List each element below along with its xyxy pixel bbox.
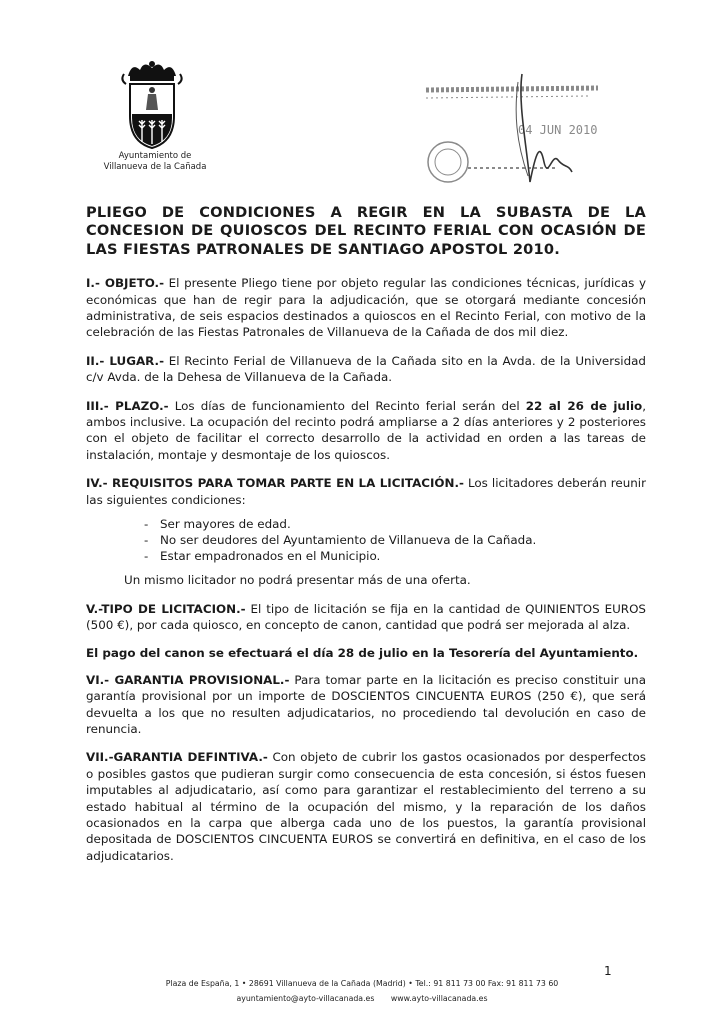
- section-heading: III.- PLAZO.-: [86, 398, 169, 413]
- municipality-line-2: Villanueva de la Cañada: [103, 162, 207, 172]
- footer-website: www.ayto-villacanada.es: [390, 994, 488, 1003]
- requirements-list: [86, 516, 646, 564]
- section-text: Para tomar parte en la licitación es preciso constituir una garantía provisional por un importe de DOSCIENTOS CINCUENTA EUROS (250 €), que será devuelta a los que no resulten adjudicatarios, no procediendo tal devolución en caso de renuncia.: [86, 672, 646, 736]
- section-plazo: [86, 398, 646, 464]
- document-body: [86, 204, 646, 876]
- section-dates: 22 al 26 de julio: [525, 398, 643, 413]
- section-heading: VI.- GARANTIA PROVISIONAL.-: [86, 672, 290, 687]
- stamp-date: 04 JUN 2010: [518, 123, 598, 137]
- section-heading: II.- LUGAR.-: [86, 353, 164, 368]
- section-text: , ambos inclusive. La ocupación del recinto podrá ampliarse a 2 días anteriores y 2 posteriores con el objeto de facilitar el correcto desarrollo de la actividad en orden a las tareas de instalación, montaje y desmontaje de los quioscos.: [86, 398, 646, 462]
- footer-email: ayuntamiento@ayto-villacanada.es: [236, 994, 375, 1003]
- section-garantia-definitiva: [86, 749, 646, 864]
- section-heading: V.-TIPO DE LICITACION.-: [86, 601, 246, 616]
- section-tipo-licitacion: [86, 601, 646, 634]
- section-objeto: [86, 275, 646, 341]
- municipality-name: [90, 151, 220, 173]
- list-item: - No ser deudores del Ayuntamiento de Villanueva de la Cañada.: [144, 532, 646, 548]
- payment-notice: El pago del canon se efectuará el día 28 de julio en la Tesorería del Ayuntamiento.: [86, 646, 639, 661]
- section-text: El presente Pliego tiene por objeto regular las condiciones técnicas, jurídicas y económicas que han de regir para la adjudicación, que se otorgará mediante concesión administrativa, de seis espacios destinados a quioscos en el Recinto Ferial, con motivo de la celebración de las Fiestas Patronales de Villanueva de la Cañada de dos mil diez.: [86, 276, 646, 340]
- footer-contact: [0, 994, 724, 1003]
- requirements-note: Un mismo licitador no podrá presentar más de una oferta.: [124, 573, 471, 588]
- list-item: - Ser mayores de edad.: [144, 516, 646, 532]
- list-item: - Estar empadronados en el Municipio.: [144, 548, 646, 564]
- section-heading: VII.-GARANTIA DEFINTIVA.-: [86, 750, 268, 765]
- footer-address: Plaza de España, 1 • 28691 Villanueva de la Cañada (Madrid) • Tel.: 91 811 73 00 Fax: 91 811 73 60: [165, 979, 559, 988]
- registry-stamp: [418, 72, 618, 202]
- document-title: PLIEGO DE CONDICIONES A REGIR EN LA SUBASTA DE LA CONCESION DE QUIOSCOS DEL RECINTO FERIAL CON OCASIÓN DE LAS FIESTAS PATRONALES DE SANTIAGO APOSTOL 2010.: [86, 204, 646, 258]
- section-requisitos: [86, 475, 646, 508]
- section-text: El tipo de licitación se fija en la cantidad de QUINIENTOS EUROS (500 €), por cada quiosco, en concepto de canon, cantidad que podrá ser mejorada al alza.: [86, 601, 646, 632]
- section-garantia-provisional: [86, 672, 646, 738]
- coat-of-arms-logo: [118, 58, 186, 150]
- municipality-line-1: Ayuntamiento de: [118, 151, 192, 161]
- section-heading: I.- OBJETO.-: [86, 276, 165, 291]
- section-heading: IV.- REQUISITOS PARA TOMAR PARTE EN LA LICITACIÓN.-: [86, 476, 464, 491]
- section-text: Los licitadores deberán reunir las siguientes condiciones:: [86, 476, 646, 507]
- section-text: Con objeto de cubrir los gastos ocasionados por desperfectos o posibles gastos que pudieran surgir como consecuencia de esta concesión, si éstos fuesen imputables al adjudicatario, así como para garantizar el restablecimiento del terreno a su estado habitual al término de la ocupación del mismo, y la reparación de los daños ocasionados en la carpa que alberga cada uno de los puestos, la garantía provisional depositada de DOSCIENTOS CINCUENTA EUROS se convertirá en definitiva, en el caso de los adjudicatarios.: [86, 750, 646, 863]
- section-text: El Recinto Ferial de Villanueva de la Cañada sito en la Avda. de la Universidad c/v Avda. de la Dehesa de Villanueva de la Cañada.: [86, 353, 646, 385]
- section-lugar: [86, 353, 646, 386]
- page-number: 1: [604, 964, 612, 978]
- section-text: Los días de funcionamiento del Recinto ferial serán del: [168, 398, 526, 413]
